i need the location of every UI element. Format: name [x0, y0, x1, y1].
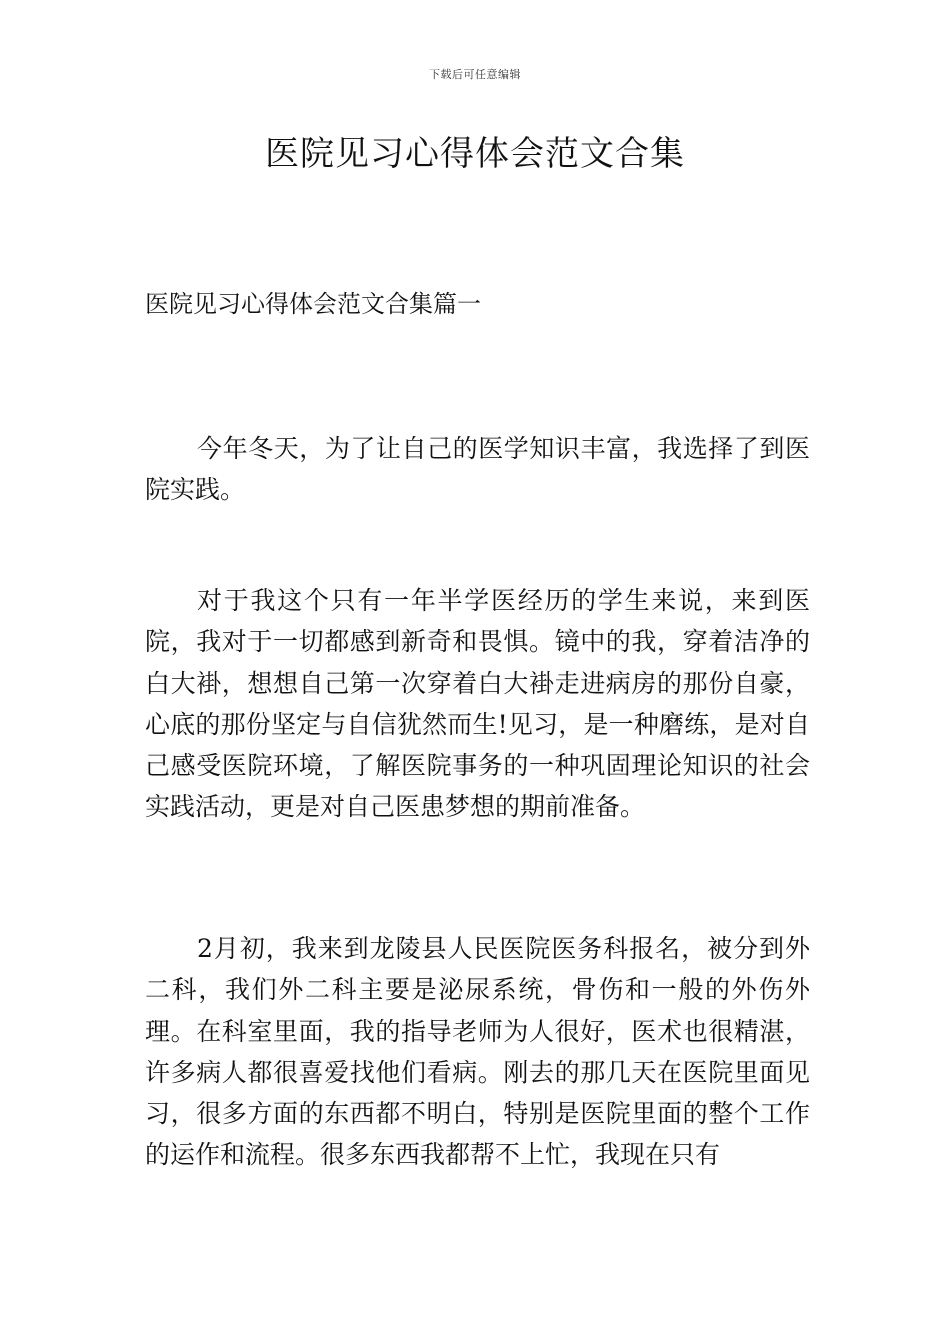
paragraph: 2月初，我来到龙陵县人民医院医务科报名，被分到外二科，我们外二科主要是泌尿系统，骨伤和一般的外伤外理。在科室里面，我的指导老师为人很好，医术也很精湛，许多病人都很喜爱找他们看病。刚去的那几天在医院里面见习，很多方面的东西都不明白，特别是医院里面的整个工作的运作和流程。很多东西我都帮不上忙，我现在只有 — [145, 934, 810, 1170]
paragraph-block — [145, 428, 810, 511]
paragraph: 对于我这个只有一年半学医经历的学生来说，来到医院，我对于一切都感到新奇和畏惧。镜中的我，穿着洁净的白大褂，想想自己第一次穿着白大褂走进病房的那份自豪，心底的那份坚定与自信犹然而生!见习，是一种磨练，是对自己感受医院环境，了解医院事务的一种巩固理论知识的社会实践活动，更是对自己医患梦想的期前准备。 — [145, 586, 810, 822]
header-note: 下载后可任意编辑 — [429, 68, 521, 81]
paragraph-block — [145, 928, 810, 1176]
section-heading: 医院见习心得体会范文合集篇一 — [145, 290, 481, 318]
paragraph: 今年冬天，为了让自己的医学知识丰富，我选择了到医院实践。 — [145, 434, 810, 505]
paragraph-block — [145, 580, 810, 828]
document-title: 医院见习心得体会范文合集 — [265, 134, 685, 174]
